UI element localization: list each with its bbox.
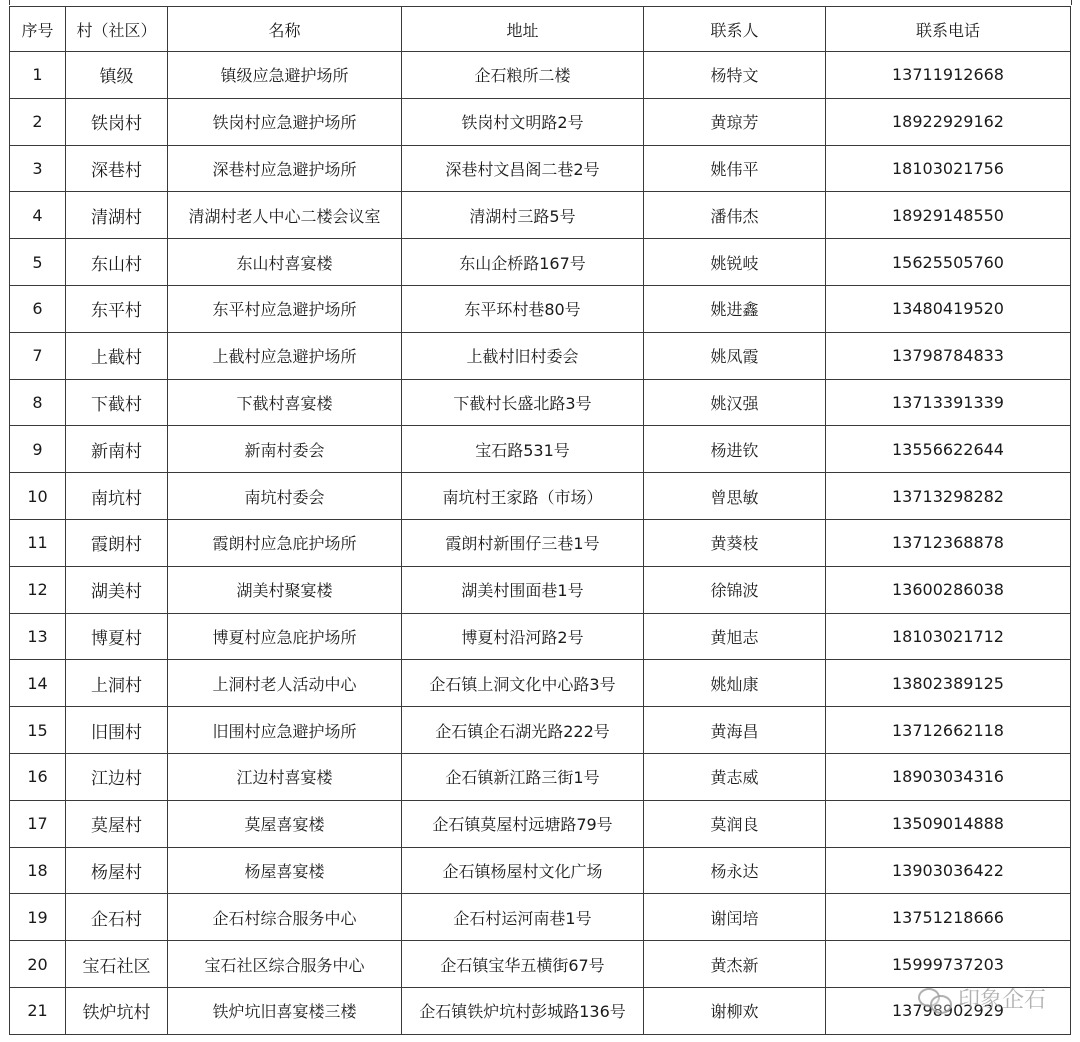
cell-contact: 莫润良 — [644, 800, 826, 847]
cell-village: 下截村 — [66, 379, 168, 426]
cell-name: 镇级应急避护场所 — [168, 52, 402, 99]
cell-name: 霞朗村应急庇护场所 — [168, 519, 402, 566]
cell-phone: 18922929162 — [826, 98, 1071, 145]
cell-village: 杨屋村 — [66, 847, 168, 894]
cell-index: 13 — [10, 613, 66, 660]
table-row — [10, 941, 1071, 988]
cell-village: 旧围村 — [66, 707, 168, 754]
header-address: 地址 — [402, 7, 644, 52]
table-row — [10, 894, 1071, 941]
cell-address: 企石镇企石湖光路222号 — [402, 707, 644, 754]
cell-phone: 13556622644 — [826, 426, 1071, 473]
cell-phone: 13798784833 — [826, 332, 1071, 379]
cell-address: 企石镇新江路三街1号 — [402, 753, 644, 800]
cell-contact: 姚锐岐 — [644, 239, 826, 286]
cell-name: 东平村应急避护场所 — [168, 285, 402, 332]
cell-index: 17 — [10, 800, 66, 847]
table-row — [10, 145, 1071, 192]
cell-village: 东山村 — [66, 239, 168, 286]
cell-index: 10 — [10, 473, 66, 520]
cell-phone: 13802389125 — [826, 660, 1071, 707]
cell-name: 清湖村老人中心二楼会议室 — [168, 192, 402, 239]
cell-name: 莫屋喜宴楼 — [168, 800, 402, 847]
table-header-row — [10, 7, 1071, 52]
table-row — [10, 847, 1071, 894]
cell-contact: 姚伟平 — [644, 145, 826, 192]
cell-index: 15 — [10, 707, 66, 754]
cell-index: 3 — [10, 145, 66, 192]
cell-village: 上洞村 — [66, 660, 168, 707]
cell-name: 铁炉坑旧喜宴楼三楼 — [168, 987, 402, 1034]
cell-phone: 13713298282 — [826, 473, 1071, 520]
cell-village: 企石村 — [66, 894, 168, 941]
cell-village: 莫屋村 — [66, 800, 168, 847]
cell-address: 东山企桥路167号 — [402, 239, 644, 286]
cell-contact: 黄旭志 — [644, 613, 826, 660]
table-row — [10, 52, 1071, 99]
cell-village: 湖美村 — [66, 566, 168, 613]
cell-address: 企石镇莫屋村远塘路79号 — [402, 800, 644, 847]
cell-index: 12 — [10, 566, 66, 613]
cell-village: 东平村 — [66, 285, 168, 332]
cell-village: 霞朗村 — [66, 519, 168, 566]
cell-phone: 13903036422 — [826, 847, 1071, 894]
cell-village: 深巷村 — [66, 145, 168, 192]
cell-phone: 13600286038 — [826, 566, 1071, 613]
table-row — [10, 660, 1071, 707]
cell-phone: 15625505760 — [826, 239, 1071, 286]
cell-contact: 杨进钦 — [644, 426, 826, 473]
cell-phone: 18103021712 — [826, 613, 1071, 660]
cell-address: 东平环村巷80号 — [402, 285, 644, 332]
cell-name: 新南村委会 — [168, 426, 402, 473]
cell-name: 博夏村应急庇护场所 — [168, 613, 402, 660]
cell-address: 博夏村沿河路2号 — [402, 613, 644, 660]
cell-index: 21 — [10, 987, 66, 1034]
cell-address: 企石镇杨屋村文化广场 — [402, 847, 644, 894]
cell-village: 江边村 — [66, 753, 168, 800]
cell-address: 霞朗村新围仔三巷1号 — [402, 519, 644, 566]
cell-phone: 13480419520 — [826, 285, 1071, 332]
table-row — [10, 519, 1071, 566]
table-row — [10, 707, 1071, 754]
cell-address: 企石镇宝华五横街67号 — [402, 941, 644, 988]
watermark — [918, 983, 1046, 1014]
cell-village: 博夏村 — [66, 613, 168, 660]
cell-name: 旧围村应急避护场所 — [168, 707, 402, 754]
table-row — [10, 800, 1071, 847]
cell-address: 上截村旧村委会 — [402, 332, 644, 379]
cell-name: 深巷村应急避护场所 — [168, 145, 402, 192]
cell-phone: 13711912668 — [826, 52, 1071, 99]
cell-index: 5 — [10, 239, 66, 286]
wechat-icon — [918, 986, 952, 1012]
cell-address: 南坑村王家路（市场） — [402, 473, 644, 520]
cell-contact: 谢闰培 — [644, 894, 826, 941]
cell-address: 企石村运河南巷1号 — [402, 894, 644, 941]
watermark-text: 印象企石 — [957, 988, 1046, 1013]
cell-phone: 18903034316 — [826, 753, 1071, 800]
cell-index: 18 — [10, 847, 66, 894]
cell-address: 湖美村围面巷1号 — [402, 566, 644, 613]
table-row — [10, 426, 1071, 473]
table-row — [10, 98, 1071, 145]
cell-index: 1 — [10, 52, 66, 99]
table-row — [10, 332, 1071, 379]
cell-name: 南坑村委会 — [168, 473, 402, 520]
cell-address: 企石粮所二楼 — [402, 52, 644, 99]
cell-index: 20 — [10, 941, 66, 988]
cell-contact: 黄琼芳 — [644, 98, 826, 145]
cell-contact: 黄杰新 — [644, 941, 826, 988]
cell-phone: 13798902929 — [826, 987, 1071, 1034]
cell-name: 企石村综合服务中心 — [168, 894, 402, 941]
header-phone: 联系电话 — [826, 7, 1071, 52]
cell-index: 9 — [10, 426, 66, 473]
cell-village: 上截村 — [66, 332, 168, 379]
cell-contact: 黄志威 — [644, 753, 826, 800]
cell-address: 企石镇上洞文化中心路3号 — [402, 660, 644, 707]
cell-village: 南坑村 — [66, 473, 168, 520]
cell-contact: 杨特文 — [644, 52, 826, 99]
cell-contact: 谢柳欢 — [644, 987, 826, 1034]
table-body — [10, 52, 1071, 1035]
cell-index: 14 — [10, 660, 66, 707]
shelter-contact-table-container — [9, 6, 1070, 1035]
cell-address: 铁岗村文明路2号 — [402, 98, 644, 145]
cell-name: 上截村应急避护场所 — [168, 332, 402, 379]
table-row — [10, 613, 1071, 660]
cell-contact: 姚灿康 — [644, 660, 826, 707]
cell-name: 杨屋喜宴楼 — [168, 847, 402, 894]
cell-name: 东山村喜宴楼 — [168, 239, 402, 286]
cell-index: 19 — [10, 894, 66, 941]
cell-address: 企石镇铁炉坑村彭城路136号 — [402, 987, 644, 1034]
table-row — [10, 285, 1071, 332]
table-row — [10, 753, 1071, 800]
table-row — [10, 239, 1071, 286]
cell-contact: 姚汉强 — [644, 379, 826, 426]
cell-phone: 18103021756 — [826, 145, 1071, 192]
cell-phone: 13713391339 — [826, 379, 1071, 426]
cell-contact: 杨永达 — [644, 847, 826, 894]
cell-name: 宝石社区综合服务中心 — [168, 941, 402, 988]
cell-name: 上洞村老人活动中心 — [168, 660, 402, 707]
header-contact: 联系人 — [644, 7, 826, 52]
cell-phone: 18929148550 — [826, 192, 1071, 239]
table-row — [10, 473, 1071, 520]
cell-address: 宝石路531号 — [402, 426, 644, 473]
cell-phone: 13712662118 — [826, 707, 1071, 754]
shelter-contact-table — [9, 6, 1071, 1035]
cell-index: 2 — [10, 98, 66, 145]
table-row — [10, 379, 1071, 426]
cell-index: 4 — [10, 192, 66, 239]
cell-address: 下截村长盛北路3号 — [402, 379, 644, 426]
header-name: 名称 — [168, 7, 402, 52]
cell-village: 新南村 — [66, 426, 168, 473]
header-index: 序号 — [10, 7, 66, 52]
cell-phone: 13712368878 — [826, 519, 1071, 566]
cell-contact: 姚进鑫 — [644, 285, 826, 332]
cell-contact: 潘伟杰 — [644, 192, 826, 239]
cell-village: 镇级 — [66, 52, 168, 99]
cell-village: 清湖村 — [66, 192, 168, 239]
table-row — [10, 987, 1071, 1034]
cell-index: 8 — [10, 379, 66, 426]
cell-contact: 黄葵枝 — [644, 519, 826, 566]
cell-phone: 15999737203 — [826, 941, 1071, 988]
table-row — [10, 192, 1071, 239]
cell-index: 11 — [10, 519, 66, 566]
cell-name: 湖美村聚宴楼 — [168, 566, 402, 613]
cell-village: 铁炉坑村 — [66, 987, 168, 1034]
cell-name: 江边村喜宴楼 — [168, 753, 402, 800]
cell-index: 16 — [10, 753, 66, 800]
cell-index: 7 — [10, 332, 66, 379]
cell-phone: 13509014888 — [826, 800, 1071, 847]
cell-phone: 13751218666 — [826, 894, 1071, 941]
cell-contact: 姚凤霞 — [644, 332, 826, 379]
cell-contact: 徐锦波 — [644, 566, 826, 613]
header-village: 村（社区） — [66, 7, 168, 52]
table-top-edge — [9, 0, 1072, 5]
cell-name: 铁岗村应急避护场所 — [168, 98, 402, 145]
cell-name: 下截村喜宴楼 — [168, 379, 402, 426]
cell-contact: 曾思敏 — [644, 473, 826, 520]
table-row — [10, 566, 1071, 613]
cell-index: 6 — [10, 285, 66, 332]
cell-address: 深巷村文昌阁二巷2号 — [402, 145, 644, 192]
cell-village: 宝石社区 — [66, 941, 168, 988]
cell-contact: 黄海昌 — [644, 707, 826, 754]
cell-address: 清湖村三路5号 — [402, 192, 644, 239]
cell-village: 铁岗村 — [66, 98, 168, 145]
